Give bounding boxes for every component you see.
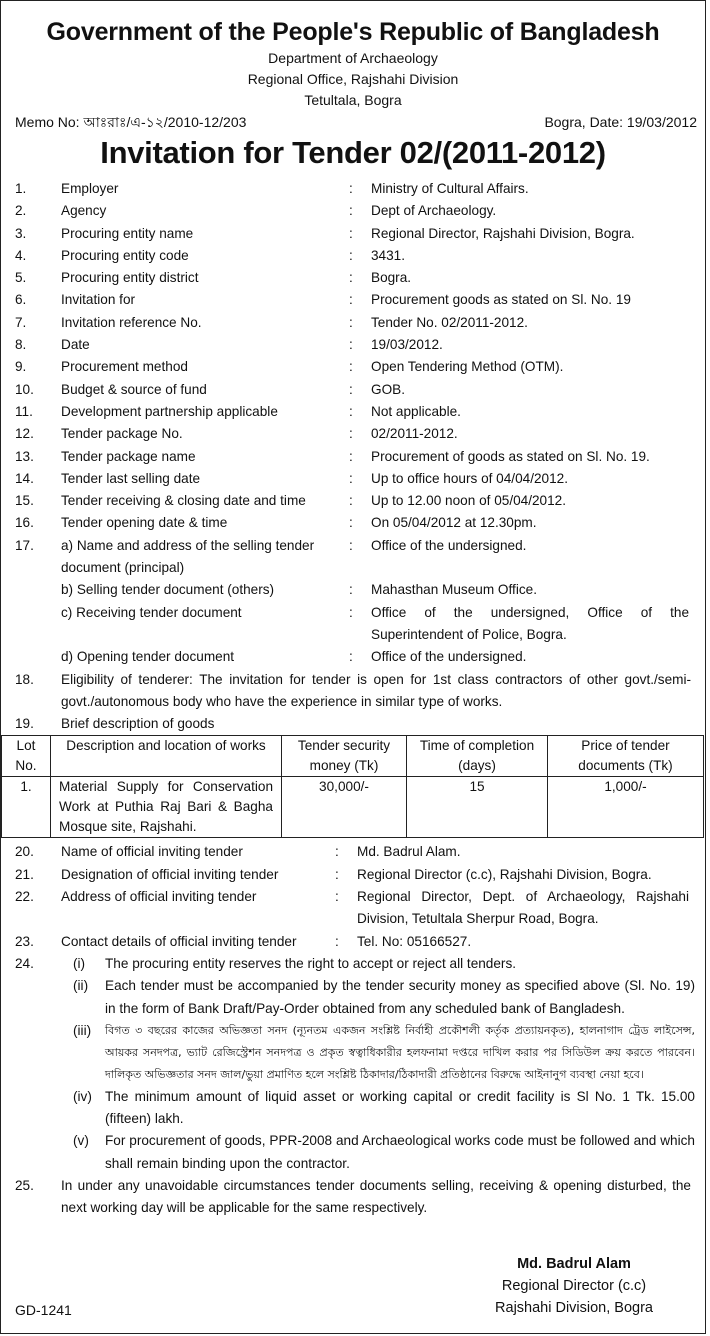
item-value: Tel. No: 05166527. [357,933,472,949]
item-number: 16. [15,515,34,531]
item-number: 8. [15,337,27,353]
item-number: 14. [15,470,34,486]
item-row [1,356,705,378]
item-number: 17. [15,537,34,553]
item-label: a) Name and address of the selling tender document (principal) [61,537,315,576]
item-label: Designation of official inviting tender [61,866,279,882]
item-colon: : [349,649,353,665]
item-value: Office of the undersigned. [371,649,527,665]
item-value: Ministry of Cultural Affairs. [371,181,529,196]
condition-row [61,1020,705,1086]
condition-row [61,975,705,1020]
item-row [1,446,705,468]
item-row [1,535,705,580]
item-value: Mahasthan Museum Office. [371,582,537,598]
item-value: 19/03/2012. [371,337,443,353]
item-label: c) Receiving tender document [61,604,242,620]
item-row [1,267,705,289]
item-number: 1. [15,181,27,196]
item-colon: : [349,359,353,375]
item-row [1,602,705,647]
official-row [1,931,705,953]
condition-number: (v) [73,1133,89,1149]
signatory-designation: Regional Director (c.c) [501,1278,647,1294]
item-number: 9. [15,359,27,375]
tender-items [1,178,705,1220]
condition-row [61,1130,705,1175]
item-label: Employer [61,181,119,196]
item-number: 23. [15,933,34,949]
item-label: Contact details of official inviting tender [61,933,297,949]
item-colon: : [349,582,353,598]
item-19 [1,713,705,735]
item-value: 3431. [371,247,406,263]
item-18 [1,669,705,714]
condition-row [61,1086,705,1131]
condition-text: বিগত ৩ বছরের কাজের অভিজ্ঞতা সনদ (ন্যূনতম একজন সংশ্লিষ্ট নির্বাহী প্রকৌশলী কর্তৃক প্রত্যায়নকৃত), হালনাগাদ ট্রেড লাইসেন্স, আয়কর সনদপত্র, ভ্যাট রেজিস্ট্রেশন সনদপত্র ও প্রকৃত স্বত্বাধিকারীর হলফনামা দপ্তরে দাখিল করার পর সিডিউল ক্রয় করতে পারবেন। দালিকৃত অভিজ্ঞতার সনদ জাল/ভুয়া প্রমাণিত হলে সংশ্লিষ্ট ঠিকাদার/ঠিকাদারী প্রতিষ্ঠানের বিরুদ্ধে আইনানুগ ব্যবস্থা নেয়া হবে। [105,1023,695,1081]
item-number: 19. [15,716,34,732]
goods-table-header [2,736,704,777]
memo-date: Bogra, Date: 19/03/2012 [544,114,697,130]
item-colon: : [349,403,353,419]
item-colon: : [349,537,353,553]
col-header: Lot No. [2,736,51,777]
condition-number: (iv) [73,1088,92,1104]
item-value: 02/2011-2012. [371,426,458,442]
item-colon: : [335,933,339,949]
item-value: Bogra. [371,270,412,286]
item-number: 3. [15,225,27,241]
item-number: 6. [15,292,27,308]
item-row [1,178,705,200]
office-location: Tetultala, Bogra [304,92,402,108]
item-24 [1,953,705,1175]
table-cell: Material Supply for Conservation Work at Puthia Raj Bari & Bagha Mosque site, Rajshahi. [51,777,282,838]
official-row [1,886,705,931]
table-cell: 30,000/- [282,777,407,838]
item-label: Name of official inviting tender [61,844,243,860]
item-row [1,423,705,445]
item-colon: : [349,515,353,531]
col-header: Description and location of works [51,736,282,777]
item-colon: : [349,181,353,196]
item-colon: : [335,844,339,860]
item-value: Regional Director, Rajshahi Division, Bogra. [371,225,635,241]
item-value: GOB. [371,381,405,397]
condition-number: (ii) [73,978,89,994]
table-row [2,777,704,838]
item-label: Tender opening date & time [61,515,228,531]
item-colon: : [349,314,353,330]
item-text: In under any unavoidable circumstances tender documents selling, receiving & opening disturbed, the next working day will be applicable for the same respectively. [61,1177,691,1216]
item-row [1,579,705,601]
table-cell: 1. [2,777,51,838]
item-number: 13. [15,448,34,464]
condition-text: The minimum amount of liquid asset or working capital or credit facility is Sl No. 1 Tk. 15.00 (fifteen) lakh. [105,1088,695,1127]
item-row [1,200,705,222]
item-label: Tender receiving & closing date and time [61,493,306,509]
item-value: Not applicable. [371,403,461,419]
item-label: Tender package name [61,448,196,464]
item-colon: : [349,247,353,263]
item-text: Brief description of goods [61,716,215,732]
item-number: 20. [15,844,34,860]
item-value: Dept of Archaeology. [371,203,497,219]
item-label: Procuring entity district [61,270,199,286]
item-value: On 05/04/2012 at 12.30pm. [371,515,537,531]
memo-line [1,112,705,132]
item-label: Agency [61,203,107,219]
item-label: Tender last selling date [61,470,201,486]
item-number: 5. [15,270,27,286]
table-cell: 15 [407,777,548,838]
item-colon: : [335,889,339,905]
item-label: Procurement method [61,359,188,375]
item-value: Tender No. 02/2011-2012. [371,314,528,330]
item-colon: : [349,270,353,286]
item-number: 10. [15,381,34,397]
item-number: 22. [15,889,34,905]
condition-number: (iii) [73,1022,92,1038]
item-number: 7. [15,314,27,330]
goods-table [1,735,704,838]
item-value: Procurement goods as stated on Sl. No. 19 [371,292,631,308]
item-value: Up to 12.00 noon of 05/04/2012. [371,493,567,509]
item-value: Up to office hours of 04/04/2012. [371,470,568,486]
item-label: d) Opening tender document [61,649,235,665]
item-label: Procuring entity name [61,225,194,241]
item-label: Procuring entity code [61,247,189,263]
item-number: 25. [15,1177,34,1193]
condition-number: (i) [73,955,86,971]
item-label: Budget & source of fund [61,381,207,397]
item-row [1,468,705,490]
col-header: Tender security money (Tk) [282,736,407,777]
signatory-office: Rajshahi Division, Bogra [495,1300,653,1316]
item-row [1,379,705,401]
item-row [1,312,705,334]
item-row [1,223,705,245]
item-row [1,490,705,512]
item-label: Address of official inviting tender [61,889,257,905]
condition-text: For procurement of goods, PPR-2008 and Archaeological works code must be followed and which shall remain binding upon the contractor. [105,1133,695,1171]
item-value: Open Tendering Method (OTM). [371,359,564,375]
item-value: Md. Badrul Alam. [357,844,461,860]
condition-text: The procuring entity reserves the right to accept or reject all tenders. [105,955,517,971]
col-header: Time of completion (days) [407,736,548,777]
official-row [1,841,705,863]
item-number: 11. [15,403,33,419]
item-value: Office of the undersigned. [371,537,527,553]
item-colon: : [349,337,353,353]
signature-block [495,1253,653,1319]
item-25 [1,1175,705,1220]
item-value: Regional Director (c.c), Rajshahi Division, Bogra. [357,866,652,882]
department-name: Department of Archaeology [268,50,438,66]
item-label: Tender package No. [61,426,183,442]
item-row [1,512,705,534]
item-row [1,245,705,267]
item-colon: : [349,203,353,219]
item-label: Invitation for [61,292,136,308]
item-value: Procurement of goods as stated on Sl. No. 19. [371,448,650,464]
item-value: Office of the undersigned, Office of the Superintendent of Police, Bogra. [371,604,689,642]
item-colon: : [349,470,353,486]
table-cell: 1,000/- [548,777,704,838]
condition-text: Each tender must be accompanied by the tender security money as specified above (Sl. No. 19) in the form of Bank Draft/Pay-Order obtained from any scheduled bank of Bangladesh. [105,978,695,1016]
item-colon: : [335,866,339,882]
office-name: Regional Office, Rajshahi Division [247,71,459,87]
item-colon: : [349,381,353,397]
item-row [1,334,705,356]
item-row [1,401,705,423]
item-number: 2. [15,203,27,219]
item-number: 4. [15,247,27,263]
item-number: 18. [15,671,34,687]
item-text: Eligibility of tenderer: The invitation for tender is open for 1st class contractors of other govt./semi-govt./autonomous body who have the experience in similar type of works. [61,671,691,709]
item-value: Regional Director, Dept. of Archaeology, Rajshahi Division, Tetultala Sherpur Road, Bogra. [357,889,689,927]
item-label: Development partnership applicable [61,403,278,419]
item-row [1,289,705,311]
col-header: Price of tender documents (Tk) [548,736,704,777]
item-colon: : [349,448,353,464]
notice-title: Invitation for Tender 02/(2011-2012) [100,135,606,170]
official-row [1,864,705,886]
government-title: Government of the People's Republic of Bangladesh [46,18,660,46]
item-colon: : [349,604,353,620]
item-label: Date [61,337,90,353]
item-label: b) Selling tender document (others) [61,582,275,598]
item-row [1,646,705,668]
item-colon: : [349,493,353,509]
item-label: Invitation reference No. [61,314,202,330]
condition-row [61,953,705,975]
item-number: 15. [15,493,34,509]
item-number: 24. [15,955,34,971]
notice-header [1,16,705,111]
signatory-name: Md. Badrul Alam [517,1256,631,1272]
item-number: 12. [15,426,34,442]
item-colon: : [349,426,353,442]
item-colon: : [349,292,353,308]
footer-code: GD-1241 [15,1301,72,1318]
memo-number: Memo No: আঃরাঃ/এ-১২/2010-12/203 [15,114,247,130]
item-colon: : [349,225,353,241]
item-number: 21. [15,866,34,882]
